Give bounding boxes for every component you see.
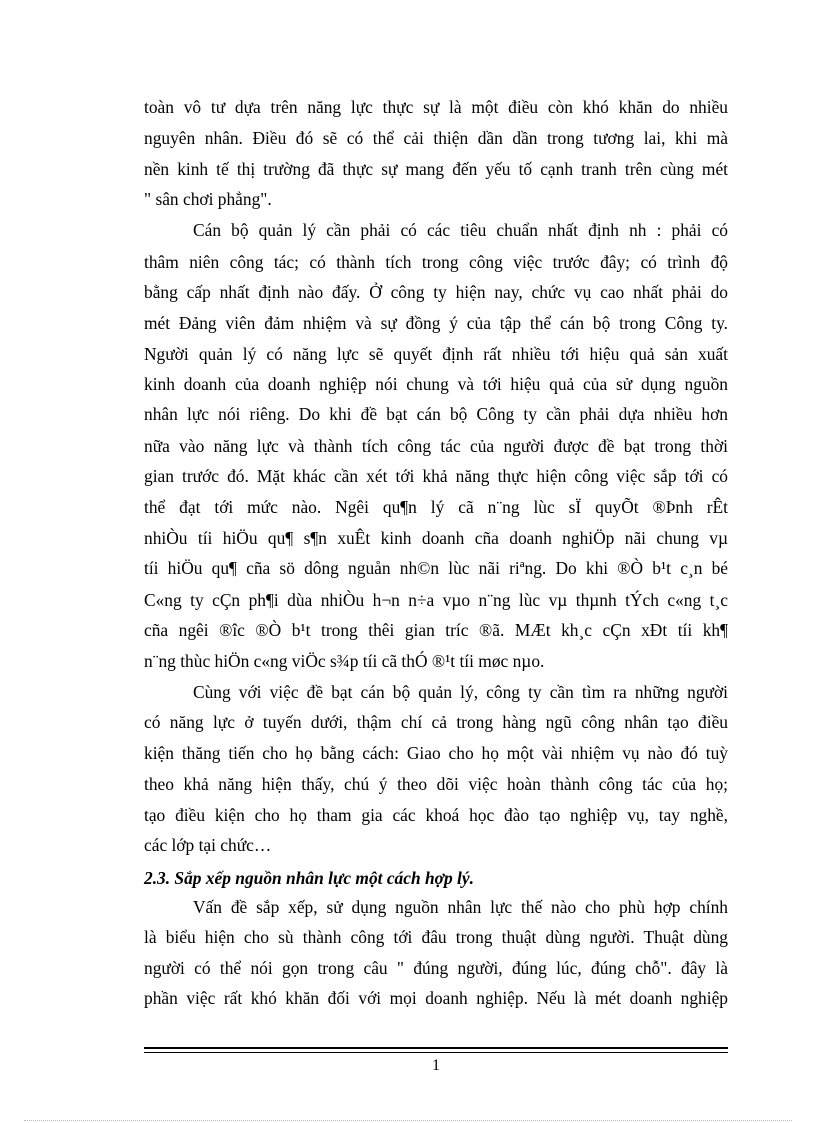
text-line: gian trước đó. Mặt khác cần xét tới khả năng thực hiện công việc sắp tới có	[144, 466, 728, 486]
footer-rule-thin	[144, 1052, 728, 1053]
text-line: nữa vào năng lực và thành tích công tác của người được đề bạt trong thời	[144, 436, 728, 456]
text-line: nền kinh tế thị trường đã thực sự mang đến yếu tố cạnh tranh trên cùng mét	[144, 159, 728, 179]
text-line: Cán bộ quản lý cần phải có các tiêu chuẩn nhất định nh : phải có	[193, 220, 728, 240]
text-line: tạo điều kiện cho họ tham gia các khoá học đào tạo nghiệp vụ, tay nghề,	[144, 805, 728, 825]
text-line: tíi hiÖu qu¶ cña sö dông nguån nh©n lùc nãi riªng. Do khi ®Ò b¹t c¸n bé	[144, 558, 728, 578]
text-line: toàn vô tư dựa trên năng lực thực sự là một điều còn khó khăn do nhiều	[144, 97, 728, 117]
text-line: n¨ng thùc hiÖn c«ng viÖc s¾p tíi cã thÓ ®¹t tíi møc nµo.	[144, 651, 545, 671]
text-line: nhân lực nói riêng. Do khi đề bạt cán bộ Công ty cần phải dựa nhiều hơn	[144, 404, 728, 424]
text-line: " sân chơi phẳng".	[144, 189, 272, 209]
text-line: Cùng với việc đề bạt cán bộ quản lý, công ty cần tìm ra những người	[193, 682, 728, 702]
text-line: là biểu hiện cho sù thành công tới đâu trong thuật dùng người. Thuật dùng	[144, 927, 728, 947]
text-line: kinh doanh của doanh nghiệp nói chung và tới hiệu quả của sử dụng nguồn	[144, 374, 728, 394]
text-line: Vấn đề sắp xếp, sử dụng nguồn nhân lực thế nào cho phù hợp chính	[193, 897, 728, 917]
text-line: kiện thăng tiến cho họ bằng cách: Giao cho họ một vài nhiệm vụ nào đó tuỳ	[144, 743, 728, 763]
footer-rule-thick	[144, 1047, 728, 1049]
text-line: C«ng ty cÇn ph¶i dùa nhiÒu h¬n n÷a vµo n¨ng lùc vµ thµnh tÝch c«ng t¸c	[144, 590, 728, 610]
text-line: bằng cấp nhất định nào đấy. Ở công ty hiện nay, chức vụ cao nhất phải do	[144, 282, 728, 302]
text-line: Người quản lý có năng lực sẽ quyết định rất nhiều tới hiệu quả sản xuất	[144, 344, 728, 364]
text-line: mét Đảng viên đảm nhiệm và sự đồng ý của tập thể cán bộ trong Công ty.	[144, 313, 728, 333]
text-line: người có thể nói gọn trong câu " đúng người, đúng lúc, đúng chỗ". đây là	[144, 958, 728, 978]
text-line: nhiÒu tíi hiÖu qu¶ s¶n xuÊt kinh doanh cña doanh nghiÖp nãi chung vµ	[144, 528, 728, 548]
section-heading: 2.3. Sắp xếp nguồn nhân lực một cách hợp lý.	[144, 868, 474, 888]
text-line: các lớp tại chức…	[144, 835, 272, 855]
page-number: 1	[432, 1057, 440, 1074]
text-line: thể đạt tới mức nào. Ngêi qu¶n lý cã n¨ng lùc sÏ quyÕt ®Þnh rÊt	[144, 497, 728, 517]
text-line: thâm niên công tác; có thành tích trong công việc trước đây; có trình độ	[144, 252, 728, 272]
page-bottom-border	[24, 1120, 792, 1121]
text-line: phần việc rất khó khăn đối với mọi doanh nghiệp. Nếu là mét doanh nghiệp	[144, 988, 728, 1008]
text-line: cña ngêi ®îc ®Ò b¹t trong thêi gian tríc ®ã. MÆt kh¸c cÇn xÐt tíi kh¶	[144, 620, 728, 640]
text-line: nguyên nhân. Điều đó sẽ có thể cải thiện dần dần trong tương lai, khi mà	[144, 128, 728, 148]
text-line: có năng lực ở tuyến dưới, thậm chí cả trong hàng ngũ công nhân tạo điều	[144, 712, 728, 732]
text-line: theo khả năng hiện thấy, chú ý theo dõi việc hoàn thành công tác của họ;	[144, 774, 728, 794]
